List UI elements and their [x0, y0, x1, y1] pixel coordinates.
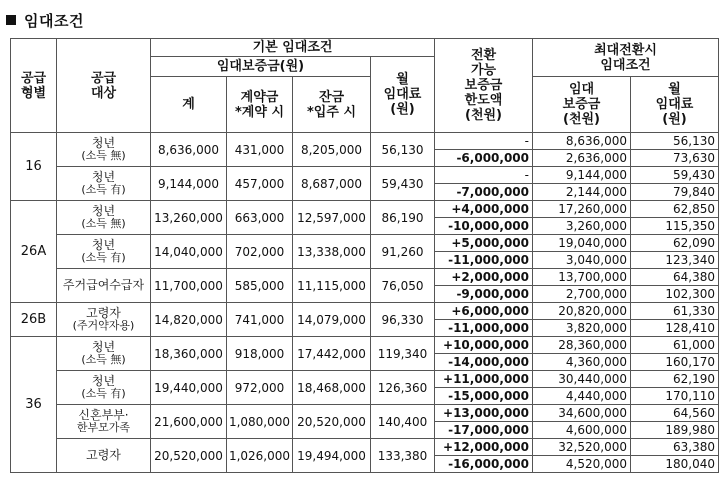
deposit-total-cell: 19,440,000 — [151, 371, 227, 405]
table-row — [11, 337, 719, 354]
supply-target-cell — [57, 133, 151, 167]
supply-target-cell — [57, 167, 151, 201]
supply-type-cell: 36 — [11, 337, 57, 473]
max-deposit-cell: 17,260,000 — [533, 201, 631, 218]
monthly-rent-cell: 126,360 — [371, 371, 435, 405]
convertible-amount-cell: +12,000,000 — [435, 439, 533, 456]
balance-payment-cell: 18,468,000 — [293, 371, 371, 405]
square-bullet-icon — [6, 15, 16, 25]
max-monthly-rent-cell: 61,330 — [631, 303, 719, 320]
monthly-rent-cell: 140,400 — [371, 405, 435, 439]
header-balance-payment: 잔금 *입주 시 — [293, 77, 371, 133]
header-max-deposit: 임대 보증금 (천원) — [533, 77, 631, 133]
balance-payment-cell: 17,442,000 — [293, 337, 371, 371]
table-row — [11, 269, 719, 286]
target-name: 청년 — [91, 204, 116, 218]
max-monthly-rent-cell: 123,340 — [631, 252, 719, 269]
monthly-rent-cell: 59,430 — [371, 167, 435, 201]
contract-payment-cell: 702,000 — [227, 235, 293, 269]
max-deposit-cell: 4,360,000 — [533, 354, 631, 371]
target-name: 청년 — [91, 238, 116, 252]
deposit-total-cell: 14,820,000 — [151, 303, 227, 337]
max-monthly-rent-cell: 59,430 — [631, 167, 719, 184]
max-monthly-rent-cell: 62,850 — [631, 201, 719, 218]
deposit-total-cell: 20,520,000 — [151, 439, 227, 473]
target-name: 청년 — [91, 170, 116, 184]
max-monthly-rent-cell: 56,130 — [631, 133, 719, 150]
convertible-amount-cell: -15,000,000 — [435, 388, 533, 405]
supply-target-cell — [57, 201, 151, 235]
supply-target-cell — [57, 337, 151, 371]
convertible-amount-cell: +11,000,000 — [435, 371, 533, 388]
table-row — [11, 405, 719, 422]
max-deposit-cell: 3,040,000 — [533, 252, 631, 269]
supply-type-cell: 16 — [11, 133, 57, 201]
convertible-amount-cell: -11,000,000 — [435, 252, 533, 269]
max-monthly-rent-cell: 63,380 — [631, 439, 719, 456]
monthly-rent-cell: 133,380 — [371, 439, 435, 473]
target-name: 청년 — [91, 374, 116, 388]
supply-target-cell — [57, 269, 151, 303]
table-row — [11, 133, 719, 150]
max-deposit-cell: 9,144,000 — [533, 167, 631, 184]
max-deposit-cell: 32,520,000 — [533, 439, 631, 456]
target-subtitle: (소득 有) — [81, 183, 126, 196]
deposit-total-cell: 21,600,000 — [151, 405, 227, 439]
max-deposit-cell: 34,600,000 — [533, 405, 631, 422]
deposit-total-cell: 18,360,000 — [151, 337, 227, 371]
supply-target-cell — [57, 371, 151, 405]
max-monthly-rent-cell: 79,840 — [631, 184, 719, 201]
convertible-amount-cell: -9,000,000 — [435, 286, 533, 303]
table-row — [11, 235, 719, 252]
max-deposit-cell: 2,636,000 — [533, 150, 631, 167]
deposit-total-cell: 14,040,000 — [151, 235, 227, 269]
max-deposit-cell: 3,820,000 — [533, 320, 631, 337]
supply-type-cell: 26A — [11, 201, 57, 303]
max-monthly-rent-cell: 160,170 — [631, 354, 719, 371]
contract-payment-cell: 663,000 — [227, 201, 293, 235]
convertible-amount-cell: +5,000,000 — [435, 235, 533, 252]
table-row — [11, 371, 719, 388]
max-deposit-cell: 28,360,000 — [533, 337, 631, 354]
target-subtitle: (소득 無) — [81, 149, 126, 162]
target-name: 청년 — [91, 136, 116, 150]
rental-conditions-table — [10, 38, 719, 473]
convertible-amount-cell: -17,000,000 — [435, 422, 533, 439]
contract-payment-cell: 457,000 — [227, 167, 293, 201]
max-deposit-cell: 8,636,000 — [533, 133, 631, 150]
contract-payment-cell: 431,000 — [227, 133, 293, 167]
header-convertible-deposit: 전환 가능 보증금 한도액 (천원) — [435, 39, 533, 133]
convertible-amount-cell: - — [435, 167, 533, 184]
section-title-text: 임대조건 — [24, 11, 84, 30]
max-deposit-cell: 3,260,000 — [533, 218, 631, 235]
target-subtitle: (소득 無) — [81, 217, 126, 230]
section-title — [6, 8, 84, 32]
max-monthly-rent-cell: 64,560 — [631, 405, 719, 422]
header-basic-conditions: 기본 임대조건 — [151, 39, 435, 57]
max-monthly-rent-cell: 180,040 — [631, 456, 719, 473]
balance-payment-cell: 12,597,000 — [293, 201, 371, 235]
max-monthly-rent-cell: 170,110 — [631, 388, 719, 405]
contract-payment-cell: 972,000 — [227, 371, 293, 405]
convertible-amount-cell: -16,000,000 — [435, 456, 533, 473]
target-subtitle: (소득 有) — [81, 251, 126, 264]
header-supply-type: 공급 형별 — [11, 39, 57, 133]
balance-payment-cell: 20,520,000 — [293, 405, 371, 439]
target-name: 신혼부부· — [78, 408, 129, 422]
max-deposit-cell: 20,820,000 — [533, 303, 631, 320]
convertible-amount-cell: -7,000,000 — [435, 184, 533, 201]
max-monthly-rent-cell: 64,380 — [631, 269, 719, 286]
balance-payment-cell: 8,687,000 — [293, 167, 371, 201]
convertible-amount-cell: - — [435, 133, 533, 150]
max-deposit-cell: 19,040,000 — [533, 235, 631, 252]
max-monthly-rent-cell: 128,410 — [631, 320, 719, 337]
convertible-amount-cell: -14,000,000 — [435, 354, 533, 371]
max-monthly-rent-cell: 62,190 — [631, 371, 719, 388]
supply-target-cell — [57, 235, 151, 269]
contract-payment-cell: 585,000 — [227, 269, 293, 303]
supply-target-cell — [57, 405, 151, 439]
target-name: 주거급여수급자 — [62, 278, 145, 292]
target-subtitle: (소득 有) — [81, 387, 126, 400]
max-monthly-rent-cell: 102,300 — [631, 286, 719, 303]
monthly-rent-cell: 56,130 — [371, 133, 435, 167]
max-deposit-cell: 2,700,000 — [533, 286, 631, 303]
max-monthly-rent-cell: 61,000 — [631, 337, 719, 354]
target-name: 고령자 — [86, 306, 121, 320]
contract-payment-cell: 1,026,000 — [227, 439, 293, 473]
convertible-amount-cell: -11,000,000 — [435, 320, 533, 337]
monthly-rent-cell: 96,330 — [371, 303, 435, 337]
max-monthly-rent-cell: 189,980 — [631, 422, 719, 439]
max-deposit-cell: 4,600,000 — [533, 422, 631, 439]
max-deposit-cell: 4,520,000 — [533, 456, 631, 473]
monthly-rent-cell: 91,260 — [371, 235, 435, 269]
deposit-total-cell: 8,636,000 — [151, 133, 227, 167]
max-deposit-cell: 4,440,000 — [533, 388, 631, 405]
balance-payment-cell: 11,115,000 — [293, 269, 371, 303]
table-row — [11, 303, 719, 320]
header-max-conversion: 최대전환시 임대조건 — [533, 39, 719, 77]
target-subtitle: (주거약자용) — [72, 319, 135, 332]
supply-type-cell: 26B — [11, 303, 57, 337]
table-row — [11, 201, 719, 218]
monthly-rent-cell: 76,050 — [371, 269, 435, 303]
header-max-monthly-rent: 월 임대료 (원) — [631, 77, 719, 133]
header-deposit-group: 임대보증금(원) — [151, 57, 371, 77]
max-monthly-rent-cell: 115,350 — [631, 218, 719, 235]
max-deposit-cell: 30,440,000 — [533, 371, 631, 388]
monthly-rent-cell: 86,190 — [371, 201, 435, 235]
header-deposit-total: 계 — [151, 77, 227, 133]
contract-payment-cell: 741,000 — [227, 303, 293, 337]
deposit-total-cell: 13,260,000 — [151, 201, 227, 235]
balance-payment-cell: 14,079,000 — [293, 303, 371, 337]
contract-payment-cell: 918,000 — [227, 337, 293, 371]
target-name: 고령자 — [86, 448, 121, 462]
convertible-amount-cell: +13,000,000 — [435, 405, 533, 422]
balance-payment-cell: 13,338,000 — [293, 235, 371, 269]
convertible-amount-cell: +6,000,000 — [435, 303, 533, 320]
monthly-rent-cell: 119,340 — [371, 337, 435, 371]
max-deposit-cell: 2,144,000 — [533, 184, 631, 201]
balance-payment-cell: 19,494,000 — [293, 439, 371, 473]
header-contract-payment: 계약금 *계약 시 — [227, 77, 293, 133]
deposit-total-cell: 11,700,000 — [151, 269, 227, 303]
max-monthly-rent-cell: 73,630 — [631, 150, 719, 167]
contract-payment-cell: 1,080,000 — [227, 405, 293, 439]
convertible-amount-cell: -6,000,000 — [435, 150, 533, 167]
supply-target-cell — [57, 303, 151, 337]
max-deposit-cell: 13,700,000 — [533, 269, 631, 286]
table-row — [11, 167, 719, 184]
header-monthly-rent: 월 임대료 (원) — [371, 57, 435, 133]
convertible-amount-cell: +10,000,000 — [435, 337, 533, 354]
header-supply-target: 공급 대상 — [57, 39, 151, 133]
balance-payment-cell: 8,205,000 — [293, 133, 371, 167]
target-subtitle: 한부모가족 — [76, 421, 131, 434]
table-row — [11, 439, 719, 456]
convertible-amount-cell: +2,000,000 — [435, 269, 533, 286]
supply-target-cell — [57, 439, 151, 473]
max-monthly-rent-cell: 62,090 — [631, 235, 719, 252]
convertible-amount-cell: -10,000,000 — [435, 218, 533, 235]
deposit-total-cell: 9,144,000 — [151, 167, 227, 201]
target-subtitle: (소득 無) — [81, 353, 126, 366]
convertible-amount-cell: +4,000,000 — [435, 201, 533, 218]
target-name: 청년 — [91, 340, 116, 354]
